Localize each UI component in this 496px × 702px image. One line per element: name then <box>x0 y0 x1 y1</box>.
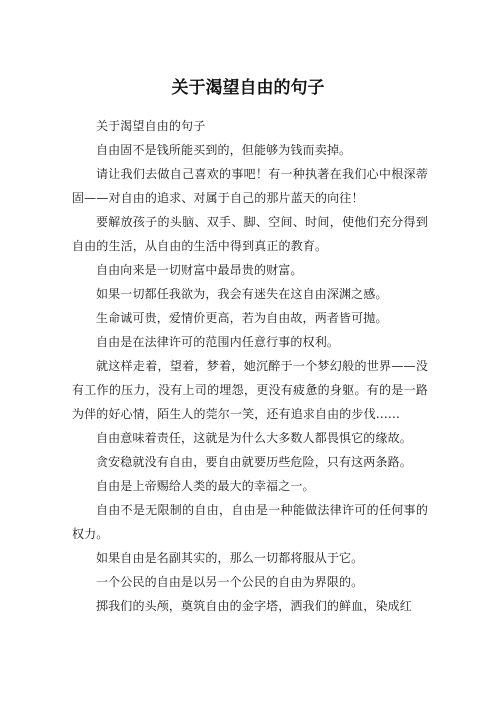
paragraph: 如果一切都任我欲为，我会有迷失在这自由深渊之感。 <box>96 287 388 301</box>
paragraph: 生命诚可贵，爱情价更高，若为自由故，两者皆可抛。 <box>96 311 388 325</box>
paragraph: 如果自由是名副其实的，那么一切都将服从于它。 <box>96 551 364 565</box>
paragraph: 自由意味着责任，这就是为什么大多数人都畏惧它的缘故。 <box>96 431 412 445</box>
paragraph: 自由是上帝赐给人类的最大的幸福之一。 <box>96 479 315 493</box>
paragraph: 关于渴望自由的句子 <box>96 119 206 133</box>
paragraph: 掷我们的头颅，奠筑自由的金字塔，洒我们的鲜血，染成红 <box>96 599 412 613</box>
document-title: 关于渴望自由的句子 <box>171 78 325 98</box>
paragraph: 请让我们去做自己喜欢的事吧！有一种执著在我们心中根深蒂固——对自由的追求、对属于自己的那片蓝天的向往！ <box>72 167 428 205</box>
paragraph: 就这样走着，望着，梦着，她沉醉于一个梦幻般的世界——没有工作的压力，没有上司的埋怨，更没有疲惫的身躯。有的是一路为伴的好心情，陌生人的莞尔一笑，还有追求自由的步伐…… <box>72 359 428 421</box>
paragraph: 要解放孩子的头脑、双手、脚、空间、时间，使他们充分得到自由的生活，从自由的生活中得到真正的教育。 <box>72 215 428 253</box>
paragraph: 自由是在法律许可的范围内任意行事的权利。 <box>96 335 340 349</box>
paragraph: 自由不是无限制的自由，自由是一种能做法律许可的任何事的权力。 <box>72 503 428 541</box>
paragraph: 一个公民的自由是以另一个公民的自由为界限的。 <box>96 575 364 589</box>
paragraph: 贪安稳就没有自由，要自由就要历些危险，只有这两条路。 <box>96 455 412 469</box>
paragraph: 自由固不是钱所能买到的，但能够为钱而卖掉。 <box>96 143 352 157</box>
paragraph: 自由向来是一切财富中最昂贵的财富。 <box>96 263 303 277</box>
document-body <box>72 114 428 618</box>
